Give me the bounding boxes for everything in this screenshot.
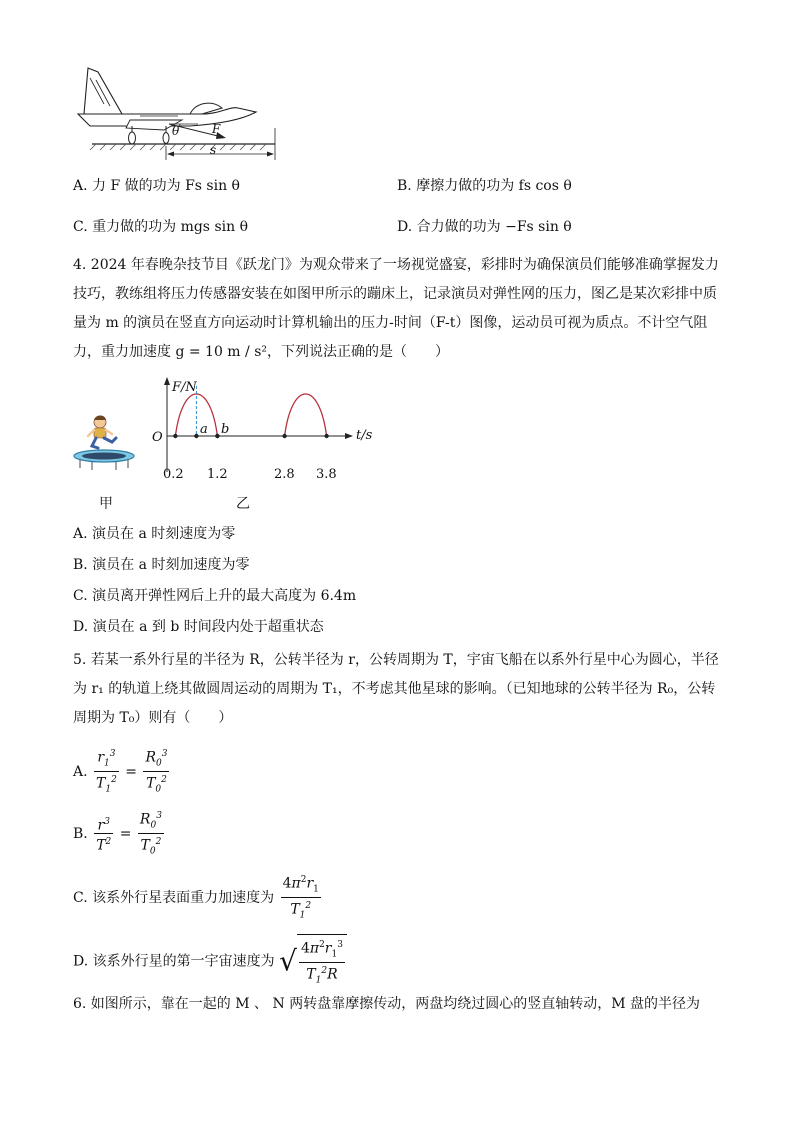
option-text: 摩擦力做的功为 fs cos θ: [416, 178, 572, 194]
q3-option-c[interactable]: [73, 217, 248, 237]
marked-point-b: [215, 434, 219, 438]
q5-stem: 5. 若某一系外行星的半径为 R，公转半径为 r，公转周期为 T，宇宙飞船在以系外行星中心为圆心，半径为 r₁ 的轨道上绕其做圆周运动的周期为 T₁，不考虑其他星球的影响。（已知地球的公转半径为 R₀，公转周期为 T₀）则有（ ）: [73, 652, 719, 726]
chart-xlabel: t/s: [356, 428, 373, 443]
force-pulse-curve: [285, 394, 327, 436]
option-letter: A.: [73, 178, 88, 194]
option-letter: A.: [73, 763, 88, 780]
option-text: 该系外行星的第一宇宙速度为: [92, 953, 275, 970]
q6-stem: 6. 如图所示，靠在一起的 M 、 N 两转盘靠摩擦传动，两盘均绕过圆心的竖直轴转动，M 盘的半径为: [73, 996, 700, 1012]
q4-option-b[interactable]: [73, 555, 249, 575]
formula-fraction: $\frac{r^3}{T^2}$: [94, 814, 113, 854]
q3-option-b[interactable]: [397, 176, 572, 196]
q5-option-c[interactable]: [73, 872, 323, 924]
tick-label: 3.8: [316, 467, 337, 482]
option-letter: A.: [73, 526, 88, 542]
q5-option-b[interactable]: B. $\frac{r^3}{T^2}$ = $\frac{R_0^3}{T_0^2}$: [73, 808, 166, 860]
force-pulse-curve: [175, 394, 217, 436]
chart-origin: O: [152, 430, 163, 445]
option-letter: B.: [73, 825, 88, 842]
theta-label: θ: [172, 124, 180, 138]
q4-option-c[interactable]: [73, 586, 356, 606]
option-text: 演员离开弹性网后上升的最大高度为 6.4m: [92, 588, 357, 604]
tick-label: 0.2: [163, 467, 184, 482]
option-text: 力 F 做的功为 Fs sin θ: [92, 178, 240, 194]
figure-jia-label: 甲: [99, 496, 113, 512]
chart-ylabel: F/N: [172, 380, 197, 395]
q4-option-a[interactable]: [73, 524, 235, 544]
data-point: [324, 434, 328, 438]
figure-yi-label: 乙: [236, 496, 250, 512]
q3-option-a[interactable]: [73, 176, 240, 196]
point-b-label: b: [221, 422, 230, 437]
option-letter: C.: [73, 219, 88, 235]
option-letter: D.: [73, 953, 89, 970]
q4-option-d[interactable]: [73, 617, 324, 637]
option-text: 重力做的功为 mgs sin θ: [92, 219, 249, 235]
formula-fraction: $\frac{4\pi^2r_1}{T_1^2}$: [281, 872, 321, 924]
q5-option-a[interactable]: A. $\frac{r_1^3}{T_1^2}$ = $\frac{R_0^3}{T_0^2}$: [73, 746, 171, 798]
q5-option-d[interactable]: [73, 934, 347, 989]
option-letter: C.: [73, 588, 88, 604]
option-letter: B.: [397, 178, 412, 194]
option-letter: B.: [73, 557, 88, 573]
airplane-figure: [70, 62, 290, 166]
formula-radicand: $\frac{4\pi^2r_1^3}{T_1^2R}$: [297, 934, 347, 989]
q4-stem: 4. 2024 年春晚杂技节目《跃龙门》为观众带来了一场视觉盛宴，彩排时为确保演员们能够准确掌握发力技巧，教练组将压力传感器安装在如图甲所示的蹦床上，记录演员对弹性网的压力，图乙是某次彩排中质量为 m 的演员在竖直方向运动时计算机输出的压力-时间（F-t）图像，运动员可视为质点。不计空气阻力，重力加速度 g = 10 m / s²，下列说法正确的是（ ）: [73, 257, 719, 360]
data-point: [282, 434, 286, 438]
q3-option-d[interactable]: [397, 217, 572, 237]
sqrt-sign: √: [279, 944, 297, 978]
marked-point-a: [194, 434, 198, 438]
force-label: F: [212, 122, 221, 136]
option-text: 该系外行星表面重力加速度为: [92, 889, 275, 906]
option-letter: D.: [73, 619, 89, 635]
option-text: 演员在 a 到 b 时间段内处于超重状态: [92, 619, 324, 635]
option-text: 演员在 a 时刻速度为零: [92, 526, 236, 542]
tick-label: 1.2: [207, 467, 228, 482]
distance-label: s: [210, 143, 217, 157]
option-text: 合力做的功为 −Fs sin θ: [416, 219, 572, 235]
data-point: [173, 434, 177, 438]
option-letter: D.: [397, 219, 413, 235]
point-a-label: a: [200, 422, 208, 437]
y-axis-arrow: [164, 377, 170, 385]
option-text: 演员在 a 时刻加速度为零: [92, 557, 250, 573]
formula-fraction: $\frac{R_0^3}{T_0^2}$: [143, 746, 169, 798]
formula-fraction: $\frac{r_1^3}{T_1^2}$: [94, 746, 119, 798]
formula-fraction: $\frac{R_0^3}{T_0^2}$: [138, 808, 164, 860]
tick-label: 2.8: [274, 467, 295, 482]
x-axis-arrow: [345, 433, 353, 439]
option-letter: C.: [73, 889, 88, 906]
